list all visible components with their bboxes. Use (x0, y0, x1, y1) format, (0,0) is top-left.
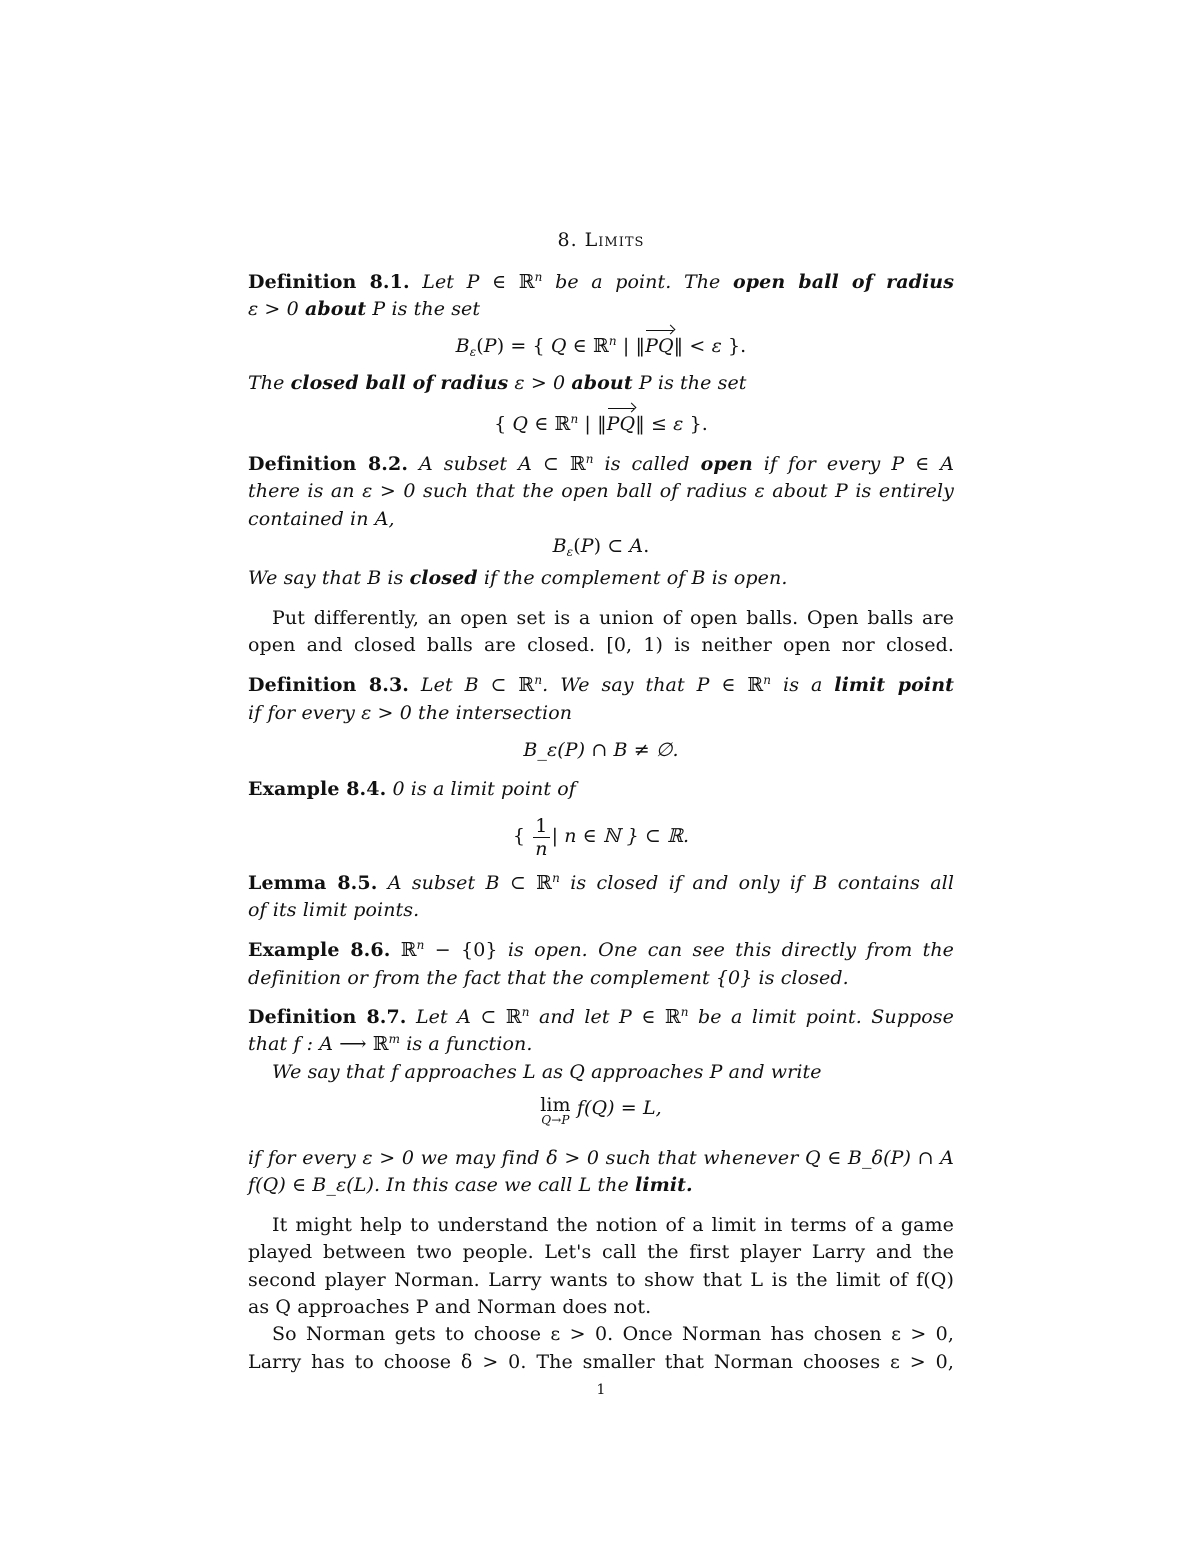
def82-line3: contained in A, (248, 508, 395, 530)
ex84-formula: { $\frac{1}{n}$ | n ∈ ℕ } ⊂ ℝ. (512, 814, 690, 860)
def82-line1: Definition 8.2. A subset A ⊂ ℝ$^n$ is called open if for every P ∈ A (248, 452, 955, 475)
term-open-ball: open ball of radius (732, 271, 955, 293)
def83-label: Definition 8.3. (248, 674, 409, 696)
def83-line1: Definition 8.3. Let B ⊂ ℝ$^n$. We say that P ∈ ℝ$^n$ is a limit point (248, 673, 955, 696)
def82-formula: $B_\varepsilon(P)$ ⊂ A. (552, 535, 650, 559)
para1-line1: Put differently, an open set is a union of open balls. Open balls are (272, 607, 954, 629)
term-closed-ball: closed ball of radius (290, 372, 509, 394)
def87-label: Definition 8.7. (248, 1006, 407, 1028)
def82-label: Definition 8.2. (248, 453, 409, 475)
def87-formula: lim Q→P f(Q) = L, (540, 1094, 662, 1127)
def87-line4: if for every ε > 0 we may find δ > 0 such that whenever Q ∈ B_δ(P) ∩ A (248, 1147, 954, 1169)
para3-line2: Larry has to choose δ > 0. The smaller that Norman chooses ε > 0, (248, 1351, 954, 1373)
def82-line4: We say that B is closed if the complement of B is open. (248, 567, 788, 589)
ex86-line1: Example 8.6. ℝ$^n$ − {0} is open. One can see this directly from the (248, 938, 955, 961)
para2-line3: second player Norman. Larry wants to show that L is the limit of f(Q) (248, 1269, 954, 1291)
def87-line5: f(Q) ∈ B_ε(L). In this case we call L the limit. (248, 1174, 693, 1196)
para2-line1: It might help to understand the notion of a limit in terms of a game (272, 1214, 954, 1236)
lem85-line2: of its limit points. (248, 899, 420, 921)
def81-line3: The closed ball of radius ε > 0 about P is the set (248, 372, 747, 394)
def81-line1: Definition 8.1. Let P ∈ ℝ$^n$ be a point. The open ball of radius (248, 270, 955, 293)
para3-line1: So Norman gets to choose ε > 0. Once Norman has chosen ε > 0, (272, 1323, 954, 1345)
para2-line2: played between two people. Let's call the first player Larry and the (248, 1241, 954, 1263)
def81-line2: ε > 0 about P is the set (248, 298, 481, 320)
lem85-line1: Lemma 8.5. A subset B ⊂ ℝ$^n$ is closed if and only if B contains all (248, 871, 954, 894)
ex86-label: Example 8.6. (248, 939, 391, 961)
ex84-label: Example 8.4. (248, 778, 387, 800)
ex84-line1: Example 8.4. 0 is a limit point of (248, 778, 576, 800)
page-number: 1 (596, 1382, 606, 1398)
ex86-line2: definition or from the fact that the complement {0} is closed. (248, 967, 849, 989)
def81-label: Definition 8.1. (248, 271, 410, 293)
section-title: 8. Limits (557, 229, 645, 251)
para2-line4: as Q approaches P and Norman does not. (248, 1296, 652, 1318)
def81-formula2: { Q ∈ ℝ$^n$ | ‖PQ‖ ≤ ε }. (494, 412, 708, 435)
def87-line3: We say that f approaches L as Q approaches P and write (272, 1061, 822, 1083)
def83-formula: B_ε(P) ∩ B ≠ ∅. (523, 739, 679, 761)
def82-line2: there is an ε > 0 such that the open ball of radius ε about P is entirely (248, 480, 954, 502)
def87-line1: Definition 8.7. Let A ⊂ ℝ$^n$ and let P ∈ ℝ$^n$ be a limit point. Suppose (248, 1005, 954, 1028)
lem85-label: Lemma 8.5. (248, 872, 378, 894)
def81-formula1: $B_\varepsilon(P)$ = { Q ∈ ℝ$^n$ | ‖PQ‖ < ε }. (455, 334, 747, 359)
para1-line2: open and closed balls are closed. [0, 1) is neither open nor closed. (248, 634, 954, 656)
def83-line2: if for every ε > 0 the intersection (248, 702, 573, 724)
def87-line2: that f : A ⟶ ℝ$^m$ is a function. (248, 1032, 533, 1055)
